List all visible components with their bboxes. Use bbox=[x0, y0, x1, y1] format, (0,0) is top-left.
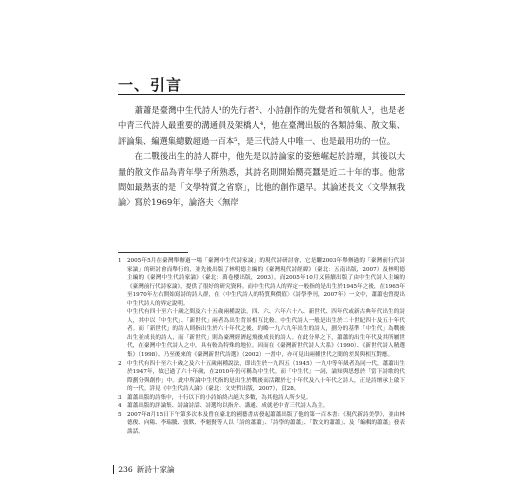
section-heading: 一、引言 bbox=[118, 76, 183, 94]
page-number: 236 bbox=[118, 465, 133, 474]
body-paragraph-2: 在二戰後出生的詩人群中，他先是以詩論家的姿態崛起於詩壇，其後以大量的散文作品為青年學子所熟悉，其詩名則開始嚮亮蠶是近二十年的事。他常間如最熱衷的是「文學特質之省察」，比他的創作還早。其論述長文〈文學無我論〉寫於1969年，論洛夫〈無岸 bbox=[118, 151, 405, 208]
footnote bbox=[118, 411, 405, 437]
footnote-number: 1 bbox=[118, 258, 122, 264]
footnote-rule bbox=[118, 252, 188, 253]
footnote bbox=[118, 402, 405, 411]
heading-rule bbox=[118, 94, 405, 95]
footnote-number: 4 bbox=[118, 403, 122, 410]
folio-bar bbox=[113, 465, 114, 474]
footnote bbox=[118, 257, 405, 308]
page-footer bbox=[113, 464, 175, 475]
footnote-number: 2 bbox=[118, 360, 122, 367]
body-text bbox=[118, 103, 405, 211]
footnote-text: 蕭蕭出版的評論集、詩論詩話、詩選均以指介、講通、成就老中青三代詩人為主。 bbox=[127, 403, 329, 410]
footnote-text: 2007年8月15日下午第多次本及曾在臺北的國藝書店發起蕭蕭出版了他的第一百本書：《現代新詩美學》，並由林德俊、向陽、李瑞騰、張默、李魁賢等人以「詩的蕭蕭」、「詩學的蕭蕭」、「散文的蕭蕭」、及「編輯的蕭蕭」發表談話。 bbox=[127, 411, 405, 435]
body-paragraph-1: 蕭蕭是臺灣中生代詩人¹的先行者²、小詩創作的先覺者和領航人³，也是老中青三代詩人最重要的溝通員及架橋人⁴，他在臺灣出版的各類詩集、散文集、評論集、編選集總數超過一百本⁵，是三代詩人中唯一、也是最用功的一位。 bbox=[118, 105, 405, 146]
footnote-text: 中生代有四十至六十歲之及六十五歲兩種說法，即出生於一九四五（1945）一九中等年級者為同一代，蕭蕭出生於1947年，故已過了六十年歲，在2010年仍可稱為中生代。而「中生代」一詞，論知與思想於「當下詩歌的代際劃分與創作」中。此中所論中生代指的是出生於戰後而活躍於七十年代及八十年代之詩人，正是詩壇承上啟下的一代。詳見《中生代詩人論》（臺北：文史哲出版，2007），頁28。 bbox=[127, 360, 405, 393]
footnote-text: 2005年5月在臺灣舉辦過一場「臺灣中生代詩家論」的現代詩研討會，它是繼2003年舉辦過的「臺灣前行代詩家論」的研討會而舉行的，並先後出版了林明德主編的《臺灣現代詩經緯》（臺北：五南出版，2007）及林明德主編的《臺灣中生代詩家論》（臺北：萬卷樓出版，2003）。而2005年10月又陸續出版了由中生代詩人主編的《臺灣前行代詩家論》，提供了很好的研究資料。而中生代詩人的界定一般指的是出生於1945年之後，在1965年至1970年左右開始寫詩的詩人群，在〈中生代詩人的特質與價值〉（詩學季刊，2007年）一文中，蕭蕭也曾提出中生代詩人的界定說明。 bbox=[127, 258, 405, 307]
footnote-text: 中生代有四十至六十歲之間及六十五歲兩種說法。四、六、六年六十八、新世代、四年代或新古典年代出生的詩人，其中以「中生代」、「新世代」兩者為出生背景相互比較。中生代詩人一般是出生於二十世紀四十及五十年代者。而「新世代」的詩人則指出生於六十年代之後，約略一九六九年出生的詩人，劃分的基準「中生代」為戰後出生並成長的詩人，而「新世代」則為臺灣經濟起飛後成長的詩人。在此分界之下，蕭蕭的出生年代及其所屬世代，在臺灣中生代詩人之中，具有較為特殊的地位。因而在《臺灣新世代詩人大系》（1990）、《新世代詩人精選集》（1998）、乃至後來的《臺灣新世代詩選》（2002）一書中，亦可見出兩種世代之間的差異與相互對應。 bbox=[127, 309, 405, 359]
footnote-text: 蕭蕭出版的詩集中，十行以下的小詩始終占絕大多數，為其他詩人所少見。 bbox=[127, 394, 312, 401]
footnote-number: 5 bbox=[118, 411, 122, 418]
footnote bbox=[118, 394, 405, 403]
running-title: 新詩十家論 bbox=[136, 465, 175, 474]
footnote bbox=[118, 308, 405, 359]
footnote-number: 3 bbox=[118, 394, 122, 401]
footnotes bbox=[118, 257, 405, 436]
footnote bbox=[118, 360, 405, 394]
